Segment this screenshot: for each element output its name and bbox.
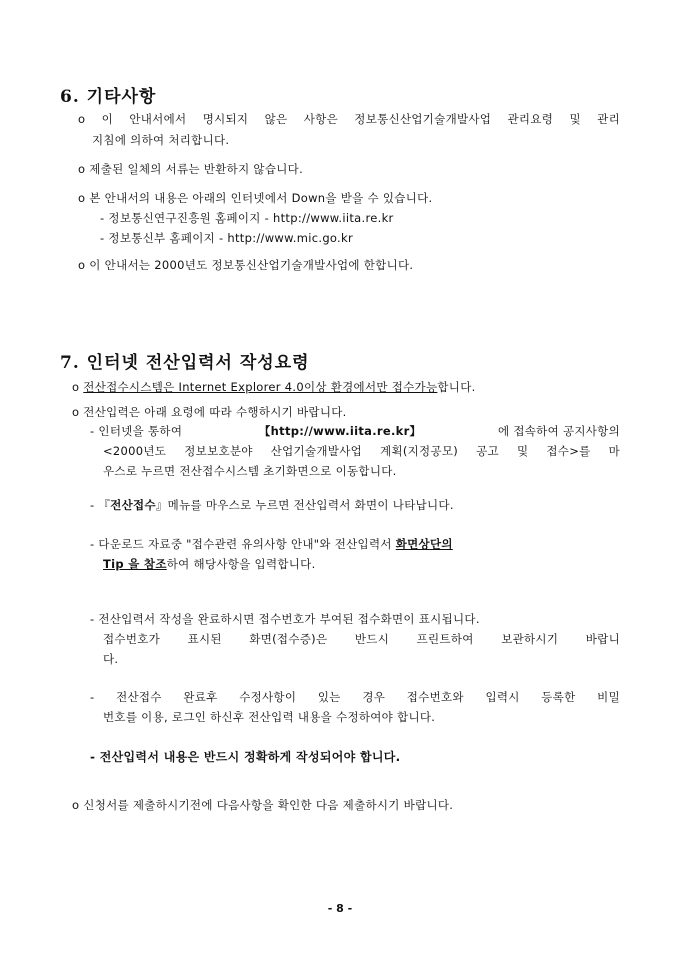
section-6-heading: 6. 기타사항 <box>60 87 157 107</box>
s7-bullet1-prefix: o <box>72 380 84 394</box>
s7-dash5-line1: - 전산접수 완료후 수정사항이 있는 경우 접수번호와 입력시 등록한 비밀 <box>90 690 620 704</box>
iita-url-link[interactable]: 【http://www.iita.re.kr】 <box>258 424 422 438</box>
s6-item2: o 제출된 일체의 서류는 반환하지 않습니다. <box>78 162 304 176</box>
s7-bullet1 <box>72 379 476 395</box>
s7-dash2 <box>90 497 454 513</box>
s6-item3: o 본 안내서의 내용은 아래의 인터넷에서 Down을 받을 수 있습니다. <box>78 191 433 205</box>
s6-item4: o 이 안내서는 2000년도 정보통신산업기술개발사업에 한합니다. <box>78 258 414 272</box>
s7-dash4-line3: 다. <box>103 652 119 666</box>
s7-dash4-line1: - 전산입력서 작성을 완료하시면 접수번호가 부여된 접수화면이 표시됩니다. <box>90 612 480 626</box>
s6-item1-line1: o 이 안내서에서 명시되지 않은 사항은 정보통신산업기술개발사업 관리요령 및 관리 <box>78 112 620 126</box>
s7-dash2-text-b: 』메뉴를 마우스로 누르면 전산입력서 화면이 나타납니다. <box>155 498 454 512</box>
s6-item3-sub1: - 정보통신연구진흥원 홈페이지 - http://www.iita.re.kr <box>100 211 394 225</box>
section-7-heading: 7. 인터넷 전산입력서 작성요령 <box>60 353 310 373</box>
s7-dash5-line2: 번호를 이용, 로그인 하신후 전산입력 내용을 수정하여야 합니다. <box>103 710 436 724</box>
s7-dash3-bold1: 화면상단의 <box>395 537 453 551</box>
s7-dash1-text-a: - 인터넷을 통하여 <box>90 424 183 438</box>
s7-dash2-text-a: - 『 <box>90 498 111 512</box>
s7-bullet1-underlined: 전산접수시스템은 Internet Explorer 4.0이상 환경에서만 접수가능 <box>83 380 438 394</box>
s6-item3-sub2: - 정보통신부 홈페이지 - http://www.mic.go.kr <box>100 231 353 245</box>
s7-dash3-bold2: Tip 을 참조 <box>103 557 167 571</box>
s7-dash3-text-a: - 다운로드 자료중 "접수관련 유의사항 안내"와 전산입력서 <box>90 537 396 551</box>
s7-dash1-line2: <2000년도 정보보호분야 산업기술개발사업 계획(지정공모) 공고 및 접수>를 마 <box>103 444 620 458</box>
s7-dash3-line1 <box>90 536 620 552</box>
s7-bullet3: o 신청서를 제출하시기전에 다음사항을 확인한 다음 제출하시기 바랍니다. <box>72 798 454 812</box>
s7-dash6-bold-notice: - 전산입력서 내용은 반드시 정확하게 작성되어야 합니다. <box>90 750 401 764</box>
s7-dash3-text-b: 하여 해당사항을 입력합니다. <box>166 557 316 571</box>
s7-dash1-line1 <box>90 423 620 439</box>
s7-dash2-bold: 전산접수 <box>110 498 156 512</box>
s7-bullet2: o 전산입력은 아래 요령에 따라 수행하시기 바랍니다. <box>72 405 347 419</box>
page-number: - 8 - <box>327 902 353 915</box>
s6-item1-line2: 지침에 의하여 처리합니다. <box>92 133 230 147</box>
s7-dash3-line2 <box>103 556 316 572</box>
s7-dash1-line3: 우스로 누르면 전산접수시스템 초기화면으로 이동합니다. <box>103 464 397 478</box>
s7-bullet1-suffix: 합니다. <box>437 380 476 394</box>
s7-dash4-line2: 접수번호가 표시된 화면(접수증)은 반드시 프린트하여 보관하시기 바랍니 <box>103 632 620 646</box>
s7-dash1-text-b: 에 접속하여 공지사항의 <box>497 424 620 438</box>
